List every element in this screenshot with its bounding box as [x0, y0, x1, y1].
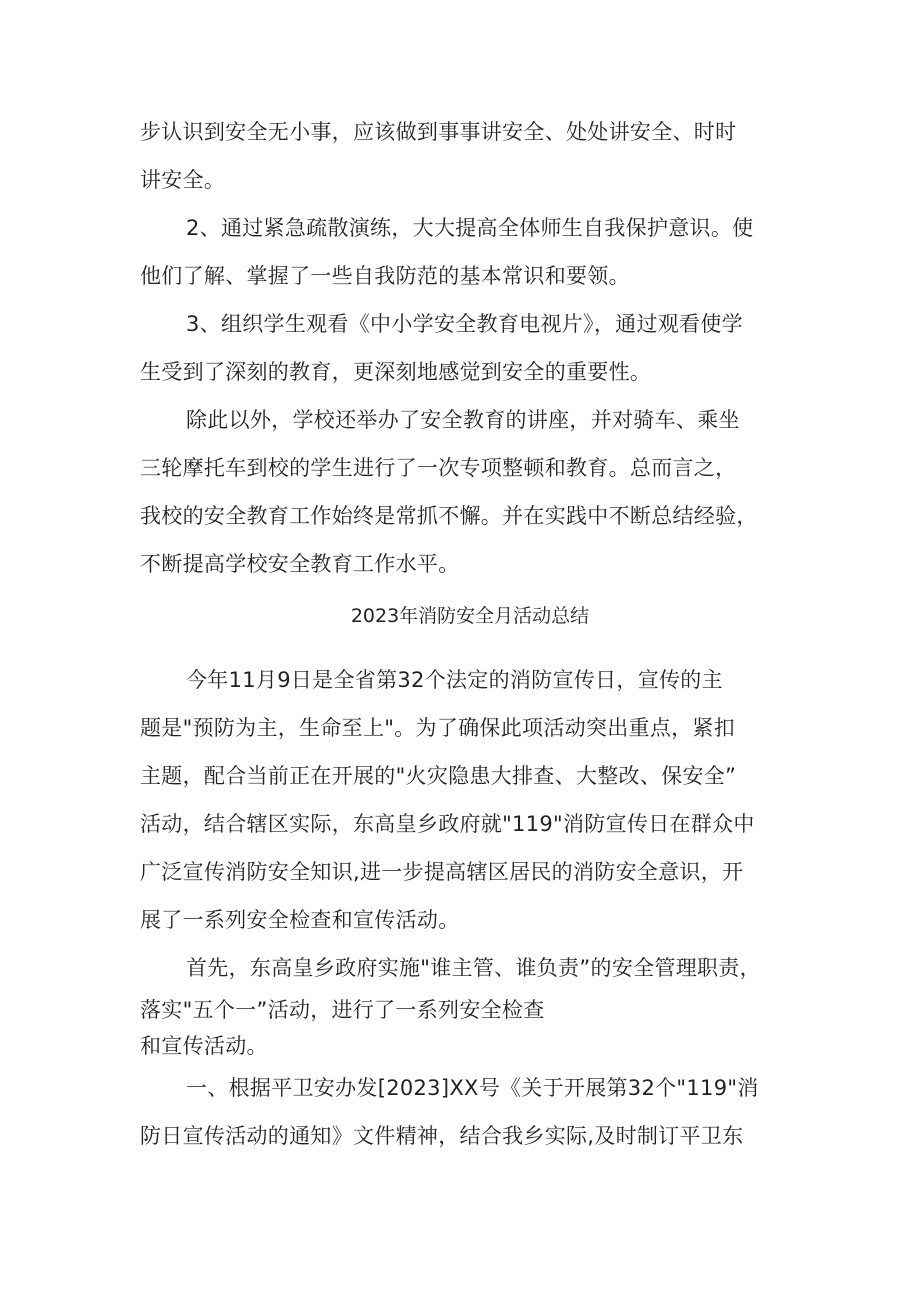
text-line: 题是"预防为主，生命至上"。为了确保此项活动突出重点，紧扣	[140, 716, 736, 740]
paragraph-start-line: 3、组织学生观看《中小学安全教育电视片》，通过观看使学	[186, 312, 743, 336]
paragraph-start-line: 2、通过紧急疏散演练，大大提高全体师生自我保护意识。使	[186, 216, 754, 240]
text-line: 讲安全。	[140, 168, 226, 192]
text-line: 防日宣传活动的通知》文件精神，结合我乡实际,及时制订平卫东	[140, 1124, 744, 1148]
text-line: 主题，配合当前正在开展的"火灾隐患大排查、大整改、保安全”	[140, 764, 737, 788]
text-line: 活动，结合辖区实际，东高皇乡政府就"119"消防宣传日在群众中	[140, 812, 755, 836]
text-line: 生受到了深刻的教育，更深刻地感觉到安全的重要性。	[140, 360, 652, 384]
paragraph-start-line: 今年11月9日是全省第32个法定的消防宣传日，宣传的主	[186, 668, 723, 692]
text-line: 他们了解、掌握了一些自我防范的基本常识和要领。	[140, 264, 630, 288]
section-title: 2023年消防安全月活动总结	[350, 605, 590, 627]
text-line: 三轮摩托车到校的学生进行了一次专项整顿和教育。总而言之，	[140, 456, 737, 480]
paragraph-start-line: 除此以外，学校还举办了安全教育的讲座，并对骑车、乘坐	[186, 408, 740, 432]
text-line: 和宣传活动。	[140, 1034, 268, 1058]
text-line: 展了一系列安全检查和宣传活动。	[140, 908, 460, 932]
text-line: 落实"五个一”活动，进行了一系列安全检查	[140, 998, 545, 1022]
text-line: 我校的安全教育工作始终是常抓不懈。并在实践中不断总结经验，	[140, 504, 758, 528]
paragraph-start-line: 首先，东高皇乡政府实施"谁主管、谁负责”的安全管理职责，	[186, 956, 761, 980]
document-body	[140, 108, 800, 1160]
text-line: 不断提高学校安全教育工作水平。	[140, 552, 460, 576]
text-line: 广泛宣传消防安全知识,进一步提高辖区居民的消防安全意识，开	[140, 860, 744, 884]
paragraph-start-line: 一、根据平卫安办发[2023]XX号《关于开展第32个"119"消	[186, 1076, 759, 1100]
text-line: 步认识到安全无小事，应该做到事事讲安全、处处讲安全、时时	[140, 120, 737, 144]
